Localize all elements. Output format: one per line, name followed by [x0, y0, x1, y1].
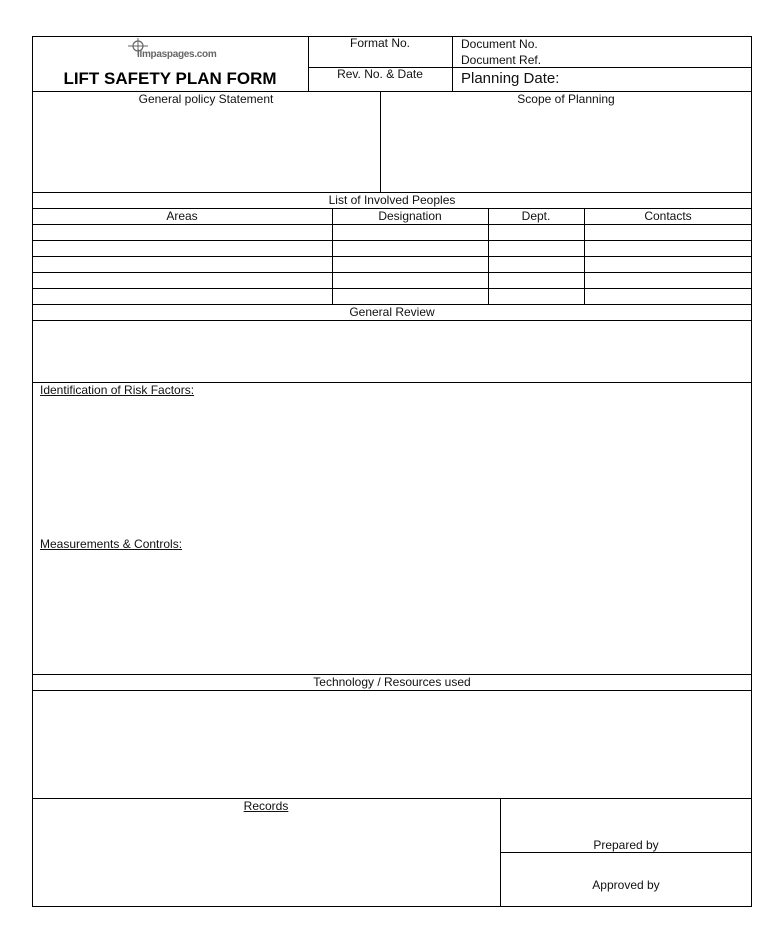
planning-date-label: Planning Date: — [461, 70, 560, 87]
table-row[interactable] — [33, 273, 751, 288]
risk-factors-heading: Identification of Risk Factors: — [40, 383, 195, 397]
technology-resources-field[interactable] — [33, 691, 751, 797]
format-no-label: Format No. — [349, 36, 410, 50]
logo-text: ilmpaspages.com — [137, 49, 217, 60]
document-no-label: Document No. — [461, 37, 538, 51]
general-review-field[interactable] — [33, 321, 751, 382]
scope-of-planning-heading: Scope of Planning — [517, 92, 615, 106]
rev-no-date-label: Rev. No. & Date — [337, 67, 423, 81]
form-title: LIFT SAFETY PLAN FORM — [63, 69, 277, 88]
records-field[interactable] — [33, 815, 499, 906]
prepared-by-label: Prepared by — [593, 838, 659, 852]
table-row[interactable] — [33, 225, 751, 240]
column-header-areas: Areas — [166, 209, 198, 223]
involved-peoples-heading: List of Involved Peoples — [328, 193, 456, 207]
general-policy-field[interactable] — [33, 108, 379, 191]
approved-by-label: Approved by — [592, 878, 660, 892]
scope-of-planning-field[interactable] — [381, 108, 751, 191]
records-heading: Records — [243, 799, 289, 813]
general-review-heading: General Review — [349, 305, 435, 319]
logo — [128, 38, 218, 64]
document-ref-label: Document Ref. — [461, 53, 542, 67]
column-header-contacts: Contacts — [644, 209, 692, 223]
table-row[interactable] — [33, 241, 751, 256]
general-policy-heading: General policy Statement — [138, 92, 274, 106]
column-header-designation: Designation — [378, 209, 442, 223]
header-divider-2 — [452, 36, 453, 91]
approved-by-signature-field[interactable] — [501, 853, 751, 877]
table-row[interactable] — [33, 257, 751, 272]
table-row[interactable] — [33, 289, 751, 304]
measurements-controls-heading: Measurements & Controls: — [40, 537, 183, 551]
prepared-by-signature-field[interactable] — [501, 799, 751, 837]
column-header-dept: Dept. — [521, 209, 551, 223]
risk-factors-field[interactable] — [33, 399, 751, 534]
technology-resources-heading: Technology / Resources used — [313, 675, 471, 689]
measurements-controls-field[interactable] — [33, 553, 751, 673]
